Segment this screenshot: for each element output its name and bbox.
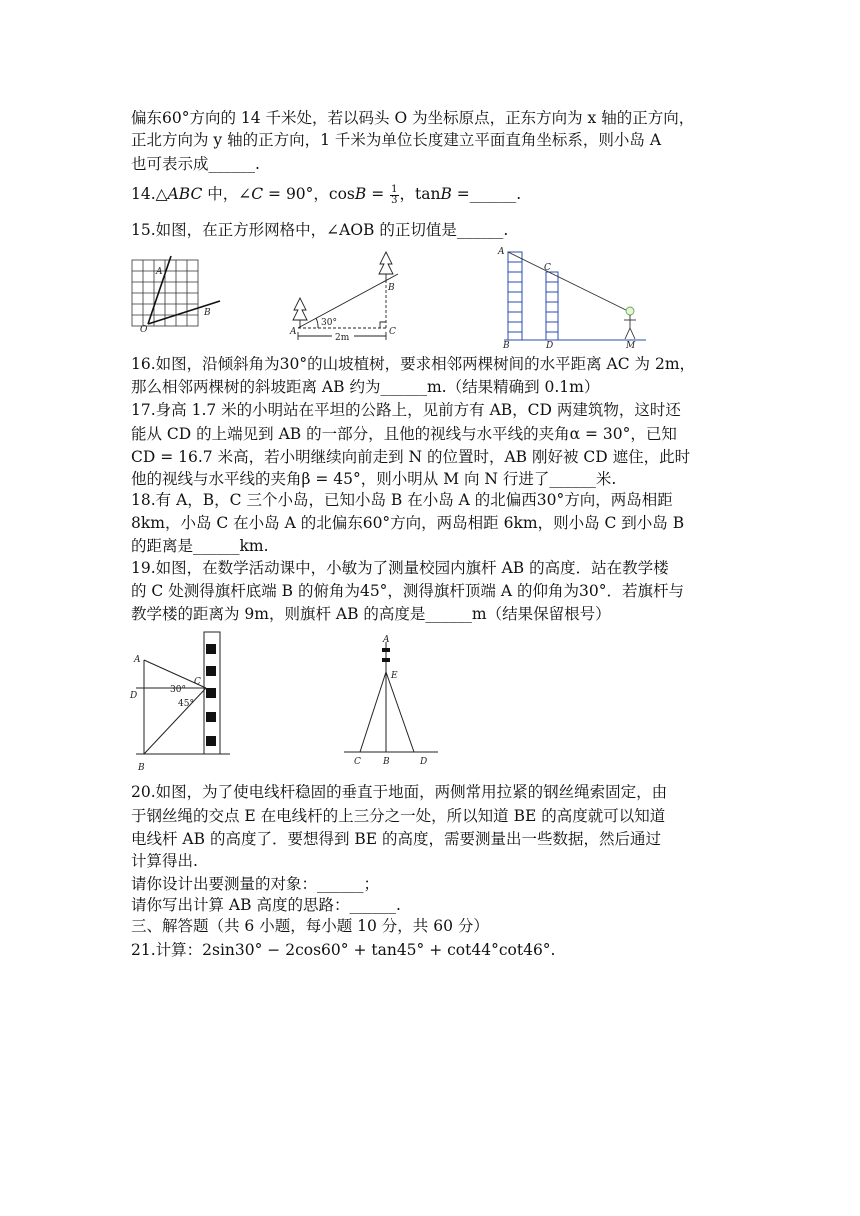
q15-label-b: B [204, 308, 211, 318]
q17-label-c: C [544, 263, 551, 273]
question-17-line-1: 17.身高 1.7 米的小明站在平坦的公路上，见前方有 AB，CD 两建筑物，这时还 [131, 401, 681, 419]
question-20-line-4: 计算得出. [131, 852, 198, 870]
q20-label-e: E [391, 671, 398, 681]
section-heading-3: 三、解答题（共 6 小题，每小题 10 分，共 60 分） [131, 917, 489, 935]
question-18-line-2: 8km，小岛 C 在小岛 A 的北偏东60°方向，两岛相距 6km，则小岛 C 到小岛 B [131, 514, 685, 532]
question-19-line-1: 19.如图，在数学活动课中，小敏为了测量校园内旗杆 AB 的高度．站在教学楼 [131, 559, 669, 577]
question-20-line-5: 请你设计出要测量的对象：______； [131, 875, 380, 893]
q17-label-d: D [546, 341, 554, 348]
q14-abc: ABC [167, 185, 203, 203]
q16-distance-label: 2m [335, 333, 350, 340]
q16-angle-label: 30° [321, 318, 337, 328]
figure-q16-slope [288, 250, 408, 340]
text-line-2: 正北方向为 y 轴的正方向，1 千米为单位长度建立平面直角坐标系，则小岛 A [131, 131, 662, 149]
question-19-line-2: 的 C 处测得旗杆底端 B 的俯角为45°，测得旗杆顶端 A 的仰角为30°．若旗杆与 [131, 582, 684, 600]
question-17-line-3: CD = 16.7 米高，若小明继续向前走到 N 的位置时，AB 刚好被 CD 遮住，此时 [131, 448, 691, 466]
q14-eq: = [366, 185, 390, 203]
question-17-line-4: 他的视线与水平线的夹角β = 45°，则小明从 M 向 N 行进了______米. [131, 470, 617, 488]
q14-tail: =______. [451, 185, 522, 203]
q15-label-o: O [140, 325, 148, 334]
q14-mid2: = 90°，cos [263, 185, 355, 203]
q19-label-c: C [194, 677, 201, 687]
q19-angle-45: 45° [178, 699, 194, 709]
figure-q15-grid [126, 254, 226, 334]
question-20-line-2: 于钢丝绳的交点 E 在电线杆的上三分之一处，所以知道 BE 的高度就可以知道 [131, 807, 666, 825]
q14-c: C [251, 185, 264, 203]
q19-angle-30: 30° [170, 685, 186, 695]
q14-b2: B [440, 185, 452, 203]
question-15: 15.如图，在正方形网格中，∠AOB 的正切值是______. [131, 221, 509, 239]
question-17-line-2: 能从 CD 的上端见到 AB 的一部分，且他的视线与水平线的夹角α = 30°，已知 [131, 425, 677, 443]
question-14 [131, 184, 521, 206]
q19-label-b: B [138, 763, 145, 773]
q20-label-a: A [383, 635, 390, 645]
q14-mid1: 中，∠ [202, 185, 252, 203]
figure-q19-flagpole [126, 628, 236, 776]
text-line-3: 也可表示成______. [131, 155, 260, 173]
q20-label-b: B [383, 757, 390, 767]
q15-label-a: A [156, 267, 163, 277]
figure-q20-pole [338, 634, 444, 770]
q14-b: B [354, 185, 367, 203]
q16-label-a: A [290, 327, 297, 337]
q17-label-b: B [503, 341, 510, 348]
q19-label-d: D [130, 691, 138, 701]
question-16-line-2: 那么相邻两棵树的斜坡距离 AB 约为______m.（结果精确到 0.1m） [131, 378, 600, 396]
q19-label-a: A [134, 655, 141, 665]
q14-frac-den: 3 [391, 194, 398, 206]
q17-label-m: M [626, 341, 636, 348]
figure-q17-buildings [494, 244, 654, 348]
question-18-line-1: 18.有 A，B，C 三个小岛，已知小岛 B 在小岛 A 的北偏西30°方向，两岛相距 [131, 491, 673, 509]
question-20-line-1: 20.如图，为了使电线杆稳固的垂直于地面，两侧常用拉紧的钢丝绳索固定，由 [131, 783, 668, 801]
q17-label-a: A [498, 247, 505, 257]
q14-frac-num: 1 [391, 183, 398, 195]
q16-label-c: C [389, 327, 396, 337]
question-21: 21.计算：2sin30° − 2cos60° + tan45° + cot44°cot46°. [131, 941, 556, 959]
q16-label-b: B [388, 283, 395, 293]
q14-prefix: 14.△ [131, 185, 168, 203]
q20-label-d: D [420, 757, 428, 767]
question-16-line-1: 16.如图，沿倾斜角为30°的山坡植树，要求相邻两棵树间的水平距离 AC 为 2m， [131, 355, 696, 373]
question-19-line-3: 教学楼的距离为 9m，则旗杆 AB 的高度是______m（结果保留根号） [131, 605, 611, 623]
q14-mid3: ，tan [399, 185, 441, 203]
question-20-line-3: 电线杆 AB 的高度了．要想得到 BE 的高度，需要测量出一些数据，然后通过 [131, 830, 661, 848]
question-20-line-6: 请你写出计算 AB 高度的思路：______. [131, 896, 401, 914]
q14-fraction [390, 185, 398, 206]
q20-label-c: C [354, 757, 361, 767]
text-line-1: 偏东60°方向的 14 千米处，若以码头 O 为坐标原点，正东方向为 x 轴的正方向， [131, 109, 695, 127]
question-18-line-3: 的距离是______km. [131, 537, 269, 555]
